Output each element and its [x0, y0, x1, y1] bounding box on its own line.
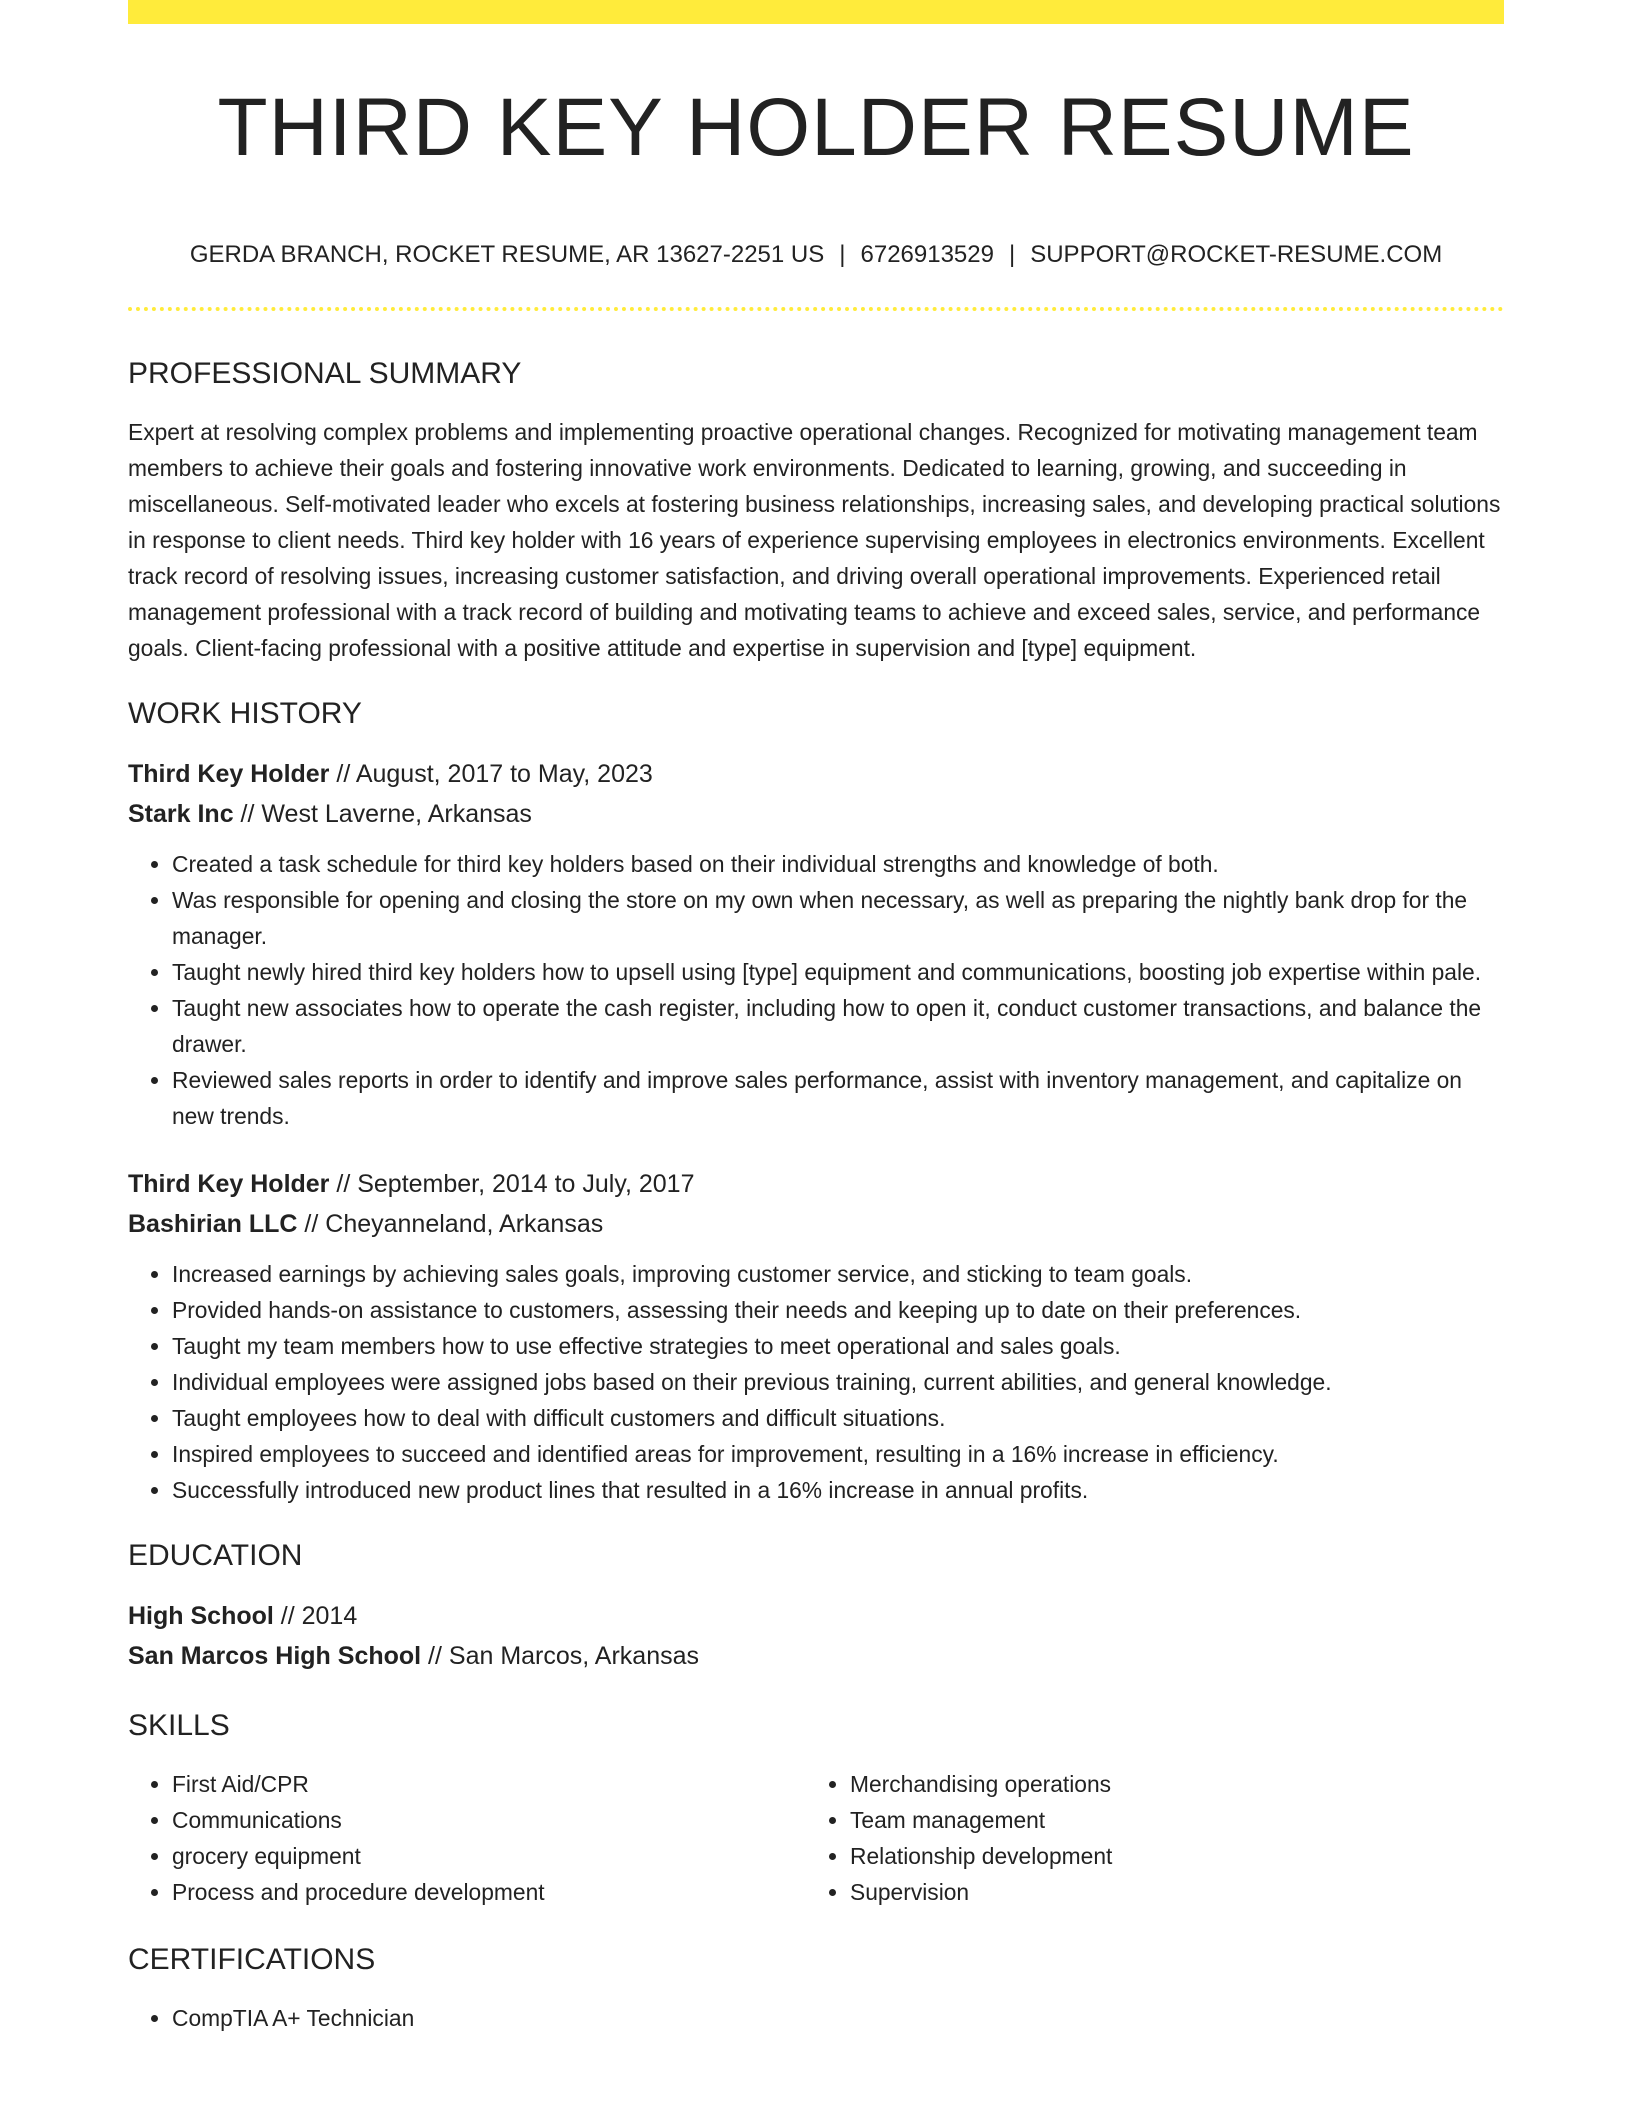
- education-heading: EDUCATION: [128, 1539, 303, 1572]
- job-bullet: • Increased earnings by achieving sales goals, improving customer service, and sticking to team goals.: [172, 1256, 1504, 1292]
- job-title: Third Key Holder: [128, 1170, 330, 1198]
- job-bullet: • Taught newly hired third key holders how to upsell using [type] equipment and communications, boosting job expertise within pale.: [172, 954, 1504, 990]
- skills-grid: [128, 1766, 1504, 1910]
- skill-item: • Communications: [172, 1802, 806, 1838]
- job-bullet: • Provided hands-on assistance to customers, assessing their needs and keeping up to date on their preferences.: [172, 1292, 1504, 1328]
- skill-item: • Supervision: [850, 1874, 1484, 1910]
- job-bullet: • Taught employees how to deal with difficult customers and difficult situations.: [172, 1400, 1504, 1436]
- work-history-heading: WORK HISTORY: [128, 697, 362, 730]
- job-company: Bashirian LLC: [128, 1210, 298, 1238]
- summary-text: Expert at resolving complex problems and implementing proactive operational changes. Recognized for motivating management team members to achieve their goals and fostering innovative work environments. Dedicated to learning, growing, and succeeding in miscellaneous. Self-motivated leader who excels at fostering business relationships, increasing sales, and developing practical solutions in response to client needs. Third key holder with 16 years of experience supervising employees in electronics environments. Excellent track record of resolving issues, increasing customer satisfaction, and driving overall operational improvements. Experienced retail management professional with a track record of building and motivating teams to achieve and exceed sales, service, and performance goals. Client-facing professional with a positive attitude and expertise in supervision and [type] equipment.: [128, 419, 1501, 661]
- job-bullet: • Taught my team members how to use effective strategies to meet operational and sales goals.: [172, 1328, 1504, 1364]
- job-company: Stark Inc: [128, 800, 234, 828]
- contact-address: GERDA BRANCH, ROCKET RESUME, AR 13627-2251 US: [189, 241, 825, 268]
- skill-item: • Team management: [850, 1802, 1484, 1838]
- education-degree: High School: [128, 1602, 274, 1630]
- job-bullet: • Inspired employees to succeed and identified areas for improvement, resulting in a 16% increase in efficiency.: [172, 1436, 1504, 1472]
- job-title: Third Key Holder: [128, 760, 330, 788]
- job-company-line: [128, 794, 1504, 834]
- job-company-line: [128, 1204, 1504, 1244]
- contact-separator: |: [1008, 241, 1016, 268]
- contact-separator: |: [839, 241, 846, 268]
- education-entry: [128, 1596, 1504, 1676]
- skill-item: • Process and procedure development: [172, 1874, 806, 1910]
- summary-heading: PROFESSIONAL SUMMARY: [128, 357, 522, 390]
- skills-column-right: [806, 1766, 1484, 1910]
- skills-column-left: [128, 1766, 806, 1910]
- certification-item: • CompTIA A+ Technician: [172, 2000, 1504, 2036]
- job-entry: [128, 754, 1504, 1134]
- certifications-heading: CERTIFICATIONS: [128, 1943, 376, 1976]
- education-school-line: [128, 1636, 1504, 1676]
- skill-item: • Merchandising operations: [850, 1766, 1484, 1802]
- job-dates: // September, 2014 to July, 2017: [329, 1170, 695, 1198]
- skill-item: • grocery equipment: [172, 1838, 806, 1874]
- job-title-line: [128, 754, 1504, 794]
- accent-top-bar: [128, 0, 1504, 24]
- education-location: // San Marcos, Arkansas: [421, 1642, 700, 1670]
- job-dates: // August, 2017 to May, 2023: [329, 760, 653, 788]
- header-divider: [128, 307, 1504, 311]
- job-bullets: [128, 1256, 1504, 1508]
- job-title-line: [128, 1164, 1504, 1204]
- certifications-list: [128, 2000, 1504, 2036]
- job-bullets: [128, 846, 1504, 1134]
- job-entry: [128, 1164, 1504, 1508]
- job-location: // West Laverne, Arkansas: [233, 800, 532, 828]
- job-bullet: • Individual employees were assigned jobs based on their previous training, current abilities, and general knowledge.: [172, 1364, 1504, 1400]
- job-bullet: • Successfully introduced new product lines that resulted in a 16% increase in annual profits.: [172, 1472, 1504, 1508]
- job-bullet: • Reviewed sales reports in order to identify and improve sales performance, assist with inventory management, and capitalize on new trends.: [172, 1062, 1504, 1134]
- job-bullet: • Taught new associates how to operate the cash register, including how to open it, conduct customer transactions, and balance the drawer.: [172, 990, 1504, 1062]
- skill-item: • Relationship development: [850, 1838, 1484, 1874]
- job-bullet: • Created a task schedule for third key holders based on their individual strengths and knowledge of both.: [172, 846, 1504, 882]
- education-school: San Marcos High School: [128, 1642, 422, 1670]
- resume-content: [128, 354, 1504, 2036]
- resume-page: [128, 0, 1504, 2112]
- contact-line: [128, 238, 1504, 272]
- skills-heading: SKILLS: [128, 1709, 230, 1742]
- contact-email: SUPPORT@ROCKET-RESUME.COM: [1030, 241, 1443, 268]
- education-degree-line: [128, 1596, 1504, 1636]
- contact-phone: 6726913529: [860, 241, 994, 268]
- resume-title: THIRD KEY HOLDER RESUME: [217, 82, 1415, 173]
- job-location: // Cheyanneland, Arkansas: [297, 1210, 604, 1238]
- skill-item: • First Aid/CPR: [172, 1766, 806, 1802]
- education-year: // 2014: [273, 1602, 358, 1630]
- job-bullet: • Was responsible for opening and closing the store on my own when necessary, as well as preparing the nightly bank drop for the manager.: [172, 882, 1504, 954]
